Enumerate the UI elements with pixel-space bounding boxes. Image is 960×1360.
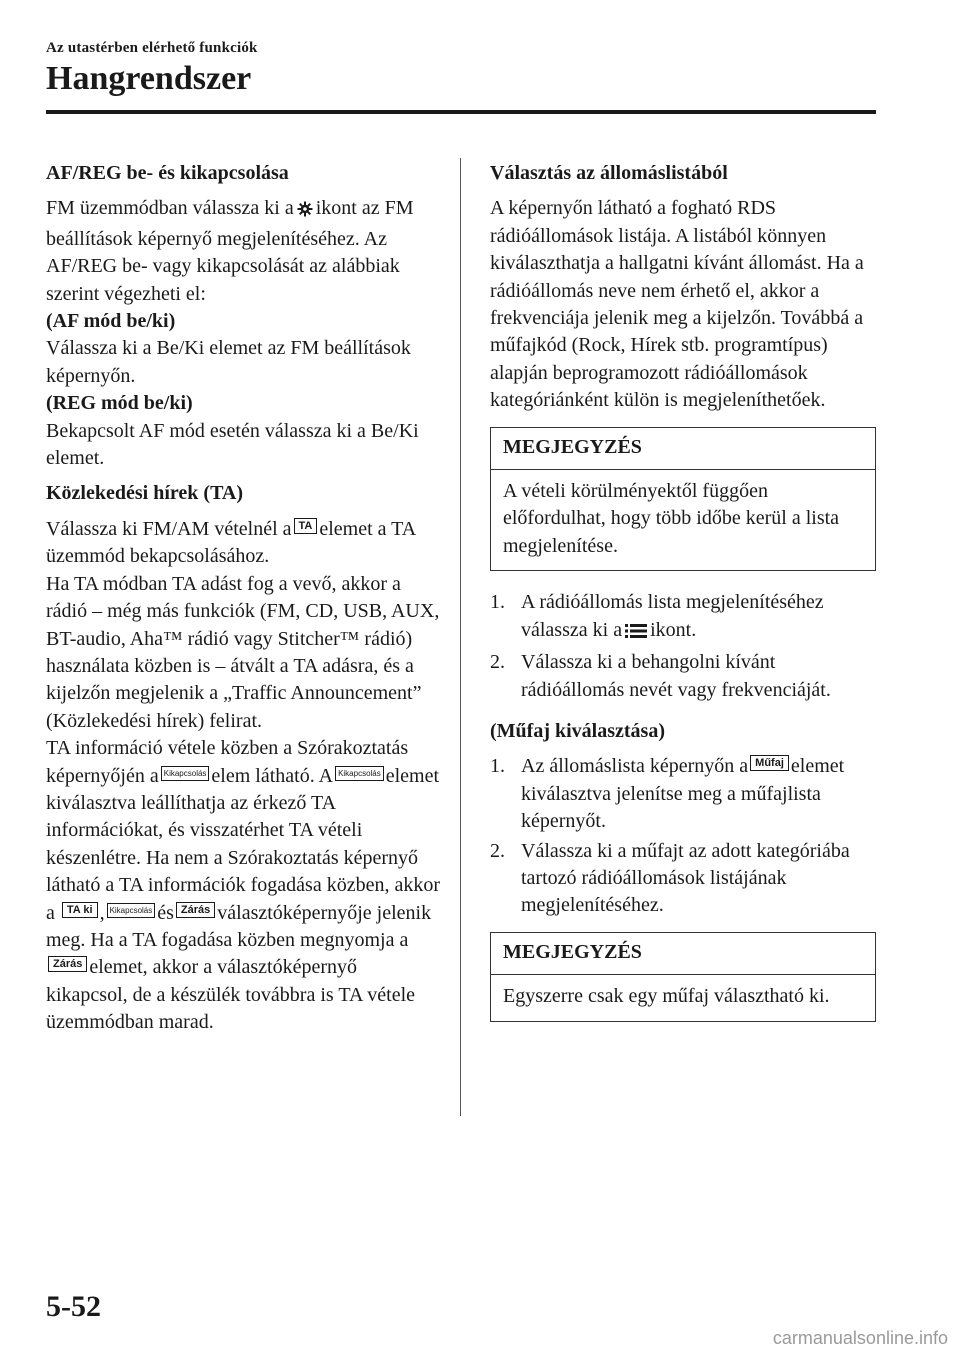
kikapcsolas-button-label: Kikapcsolás [335, 766, 384, 781]
heading-genre-select: (Műfaj kiválasztása) [490, 719, 665, 742]
mufaj-button-label: Műfaj [750, 755, 789, 771]
paragraph-ta-behavior: Ha TA módban TA adást fog a vevő, akkor a rádió – még más funkciók (FM, CD, USB, AUX, BT-audio, Aha™ rádió vagy Stitcher™ rádió) használata közben is – átvált a TA adásra, és a kijelzőn megjelenik a „Traffic Announcement” (Közlekedési hírek) felirat. [46, 572, 440, 732]
subheading-reg-mode: (REG mód be/ki) [46, 392, 193, 415]
page-header [46, 40, 876, 97]
paragraph-af-reg: FM üzemmódban válassza ki a ikont az FM beállítások képernyő megjelenítéséhez. Az AF/REG be- vagy kikapcsolását az alábbiak szerint végezheti el: [46, 197, 414, 305]
kikapcsolas-button-label: Kikapcsolás [161, 766, 210, 781]
header-rule [46, 110, 876, 114]
heading-traffic-news: Közlekedési hírek (TA) [46, 482, 244, 505]
zaras-button-label: Zárás [48, 956, 87, 972]
zaras-button-label: Zárás [176, 902, 215, 918]
paragraph-ta-select: Válassza ki FM/AM vételnél a TA elemet a TA üzemmód bekapcsolásához. [46, 517, 416, 568]
list-icon [625, 620, 647, 647]
column-divider [460, 158, 461, 1116]
list-item: 1. Az állomáslista képernyőn a Műfaj elemet kiválasztva jelenítse meg a műfajlista képernyőt. [490, 755, 845, 833]
watermark: carmanualsonline.info [772, 1328, 948, 1348]
paragraph-ta-info: TA információ vétele közben a Szórakoztatás képernyőjén a Kikapcsolás elem látható. A Kikapcsolás elemet kiválasztva leállíthatja az érkező TA információkat, és visszatérhet TA vételi készenlétre. Ha nem a Szórakoztatás képernyő látható a TA információk fogadása közben, akkor a TA ki , Kikapcsolás és Zárás választóképernyője jelenik meg. Ha a TA fogadása közben megnyomja aZárás elemet, akkor a választóképernyő kikapcsol, de a készülék továbbra is TA vétele üzemmódban marad. [46, 737, 441, 1034]
left-column [46, 160, 442, 1037]
subheading-af-mode: (AF mód be/ki) [46, 310, 176, 333]
section-label: Az utastérben elérhető funkciók [46, 40, 258, 56]
paragraph-reg-mode: Bekapcsolt AF mód esetén válassza ki a Be/Ki elemet. [46, 419, 419, 470]
heading-station-list: Választás az állomáslistából [490, 162, 728, 184]
gear-icon [297, 198, 313, 225]
page-number: 5-52 [46, 1290, 101, 1323]
ta-ki-button-label: TA ki [62, 902, 98, 918]
note-title: MEGJEGYZÉS [491, 933, 875, 975]
kikapcsolas-button-label: Kikapcsolás [107, 903, 156, 918]
note-title: MEGJEGYZÉS [491, 428, 875, 470]
note-box [490, 932, 876, 1022]
note-text: Egyszerre csak egy műfaj választható ki. [503, 985, 830, 1008]
note-box [490, 427, 876, 572]
right-column [490, 160, 876, 1040]
note-text: A vételi körülményektől függően előfordulhat, hogy több időbe kerül a lista megjelenítése. [503, 480, 840, 557]
genre-steps [490, 753, 876, 919]
paragraph-station-list: A képernyőn látható a fogható RDS rádióállomások listája. A listából könnyen kiválaszthatja a hallgatni kívánt állomást. Ha a rádióállomás neve nem érhető el, akkor a frekvenciája jelenik meg a kijelzőn. Továbbá a műfajkód (Rock, Hírek stb. programtípus) alapján beprogramozott rádióállomások kategóriánként külön is megjeleníthetőek. [490, 197, 864, 412]
list-item: 1. A rádióállomás lista megjelenítéséhez válassza ki a ikont. [490, 589, 876, 647]
list-item: 2. Válassza ki a behangolni kívánt rádióállomás nevét vagy frekvenciáját. [490, 651, 831, 701]
station-list-steps [490, 589, 876, 704]
ta-button-label: TA [294, 518, 318, 534]
paragraph-af-mode: Válassza ki a Be/Ki elemet az FM beállítások képernyőn. [46, 337, 411, 387]
chapter-title: Hangrendszer [46, 60, 252, 97]
list-item: 2. Válassza ki a műfajt az adott kategóriába tartozó rádióállomások listájának megjelenítéséhez. [490, 839, 850, 917]
heading-af-reg: AF/REG be- és kikapcsolása [46, 162, 289, 184]
